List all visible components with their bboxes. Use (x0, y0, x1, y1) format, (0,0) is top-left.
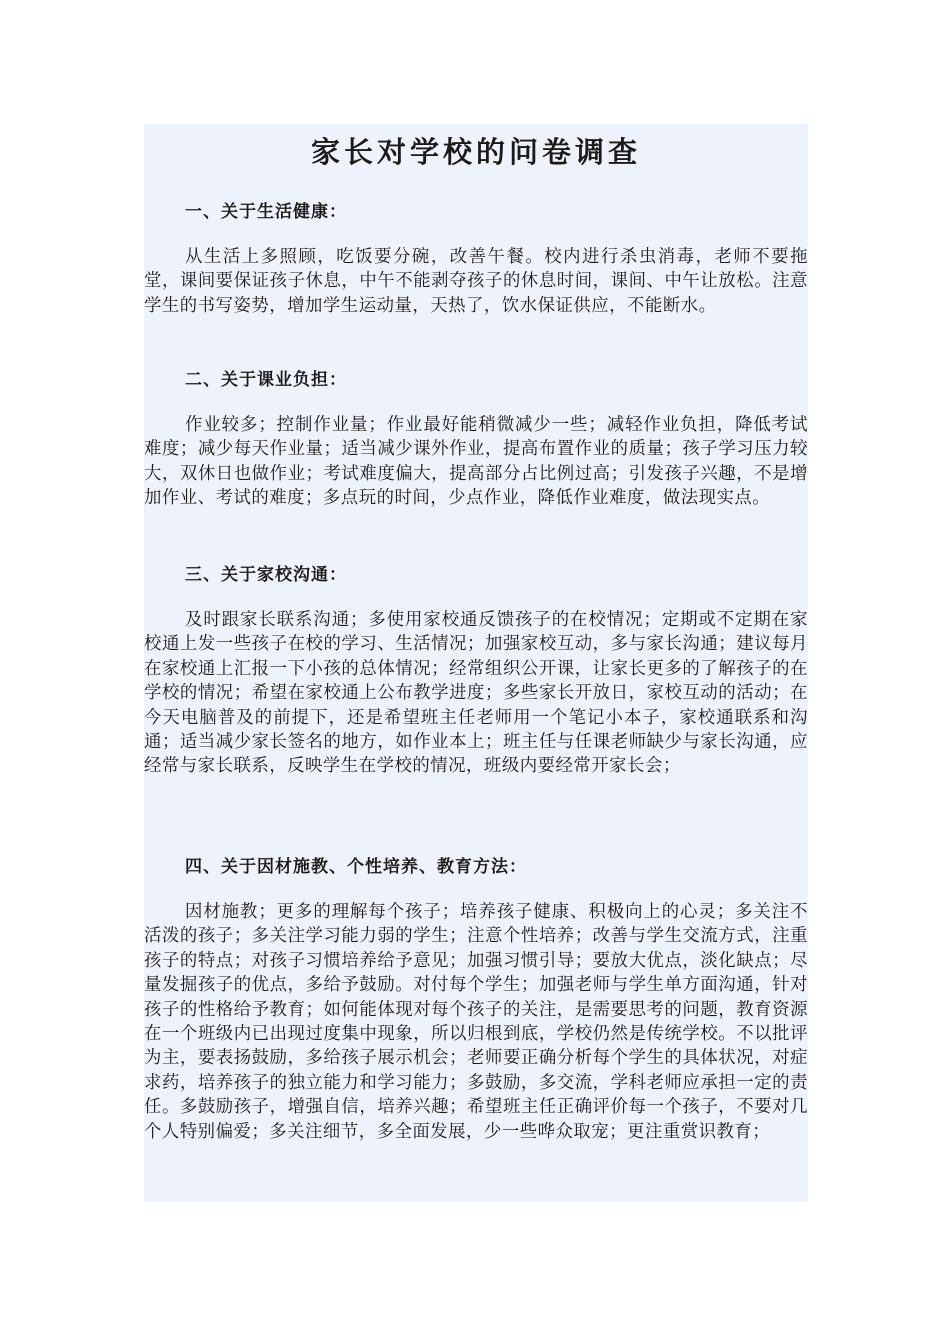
section-body-home-school-communication: 及时跟家长联系沟通；多使用家校通反馈孩子的在校情况；定期或不定期在家校通上发一些孩子在校的学习、生活情况；加强家校互动，多与家长沟通；建议每月在家校通上汇报一下小孩的总体情况；经常组织公开课，让家长更多的了解孩子的在学校的情况；希望在家校通上公布教学进度；多些家长开放日，家校互动的活动；在今天电脑普及的前提下，还是希望班主任老师用一个笔记小本子，家校通联系和沟通；适当减少家长签名的地方，如作业本上；班主任与任课老师缺少与家长沟通，应经常与家长联系，反映学生在学校的情况，班级内要经常开家长会； (144, 610, 808, 777)
section-heading-homework-burden: 二、关于课业负担： (185, 370, 347, 390)
section-body-life-health: 从生活上多照顾，吃饭要分碗，改善午餐。校内进行杀虫消毒，老师不要拖堂，课间要保证孩子休息，中午不能剥夺孩子的休息时间，课间、中午让放松。注意学生的书写姿势，增加学生运动量，天热了，饮水保证供应，不能断水。 (144, 247, 808, 316)
section-body-homework-burden: 作业较多；控制作业量；作业最好能稍微减少一些；减轻作业负担，降低考试难度；减少每天作业量；适当减少课外作业，提高布置作业的质量；孩子学习压力较大，双休日也做作业；考试难度偏大，提高部分占比例过高；引发孩子兴趣，不是增加作业、考试的难度；多点玩的时间，少点作业，降低作业难度，做法现实点。 (144, 415, 808, 509)
section-heading-individual-teaching: 四、关于因材施教、个性培养、教育方法： (185, 857, 527, 877)
document-page (144, 124, 808, 1202)
section-heading-life-health: 一、关于生活健康： (185, 202, 347, 222)
document-title: 家长对学校的问卷调查 (310, 135, 641, 169)
section-heading-home-school-communication: 三、关于家校沟通： (185, 565, 347, 585)
section-body-individual-teaching: 因材施教；更多的理解每个孩子；培养孩子健康、积极向上的心灵；多关注不活泼的孩子；多关注学习能力弱的学生；注意个性培养；改善与学生交流方式，注重孩子的特点；对孩子习惯培养给予意见；加强习惯引导；要放大优点，淡化缺点；尽量发掘孩子的优点，多给予鼓励。对付每个学生；加强老师与学生单方面沟通，针对孩子的性格给予教育；如何能体现对每个孩子的关注，是需要思考的问题，教育资源在一个班级内已出现过度集中现象，所以归根到底，学校仍然是传统学校。不以批评为主，要表扬鼓励，多给孩子展示机会；老师要正确分析每个学生的具体状况，对症求药，培养孩子的独立能力和学习能力；多鼓励，多交流，学科老师应承担一定的责任。多鼓励孩子，增强自信，培养兴趣；希望班主任正确评价每一个孩子，不要对几个人特别偏爱；多关注细节，多全面发展，少一些哗众取宠；更注重赏识教育； (144, 902, 808, 1142)
